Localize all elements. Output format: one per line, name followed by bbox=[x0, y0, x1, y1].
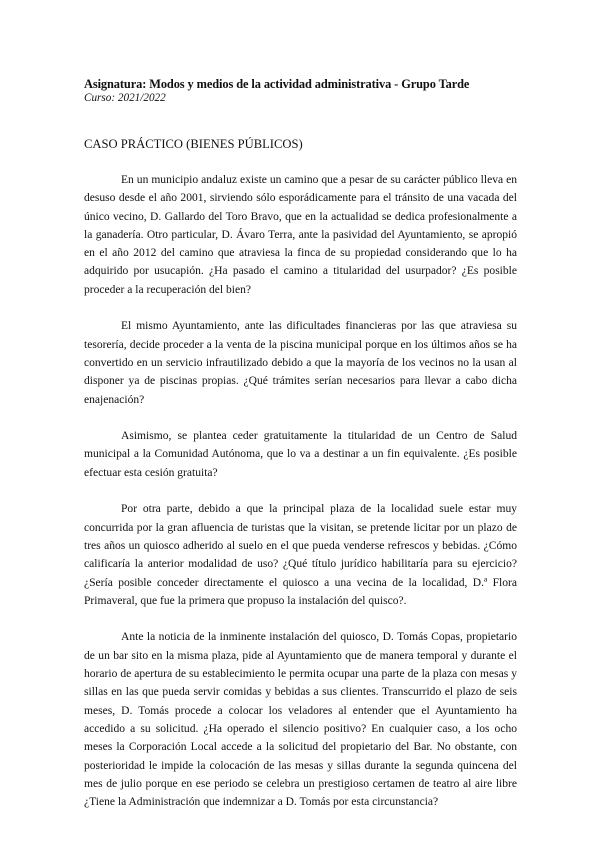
paragraph-camino: En un municipio andaluz existe un camino que a pesar de su carácter público lleva en desuso desde el año 2001, sirviendo sólo esporádicamente para el tránsito de una vacada del único vecino, D. Gallardo del Toro Bravo, que en la actualidad se dedica profesionalmente a la ganadería. Otro particular, D. Ávaro Terra, ante la pasividad del Ayuntamiento, se apropió en el año 2012 del camino que atraviesa la finca de su propiedad considerando que lo ha adquirido por usucapión. ¿Ha pasado el camino a titularidad del usurpador? ¿Es posible proceder a la recuperación del bien? bbox=[84, 174, 517, 296]
paragraph-veladores: Ante la noticia de la inminente instalación del quiosco, D. Tomás Copas, propietario de un bar sito en la misma plaza, pide al Ayuntamiento que de manera temporal y durante el horario de apertura de su establecimiento le permita ocupar una parte de la plaza con mesas y sillas en las que pueda servir comidas y bebidas a sus clientes. Transcurrido el plazo de seis meses, D. Tomás procede a colocar los veladores al entender que el Ayuntamiento ha accedido a su solicitud. ¿Ha operado el silencio positivo? En cualquier caso, a los ocho meses la Corporación Local accede a la solicitud del propietario del Bar. No obstante, con posterioridad le impide la colocación de las mesas y sillas durante la segunda quincena del mes de julio porque en ese periodo se celebra un prestigioso certamen de teatro al aire libre ¿Tiene la Administración que indemnizar a D. Tomás por esta circunstancia? bbox=[84, 631, 517, 809]
course-year: Curso: 2021/2022 bbox=[84, 92, 166, 104]
paragraph-centro-salud: Asimismo, se plantea ceder gratuitamente la titularidad de un Centro de Salud municipal a la Comunidad Autónoma, que lo va a destinar a un fin equivalente. ¿Es posible efectuar esta cesión gratuita? bbox=[84, 430, 517, 479]
paragraph-piscina: El mismo Ayuntamiento, ante las dificultades financieras por las que atraviesa su tesorería, decide proceder a la venta de la piscina municipal porque en los últimos años se ha convertido en un servicio infrautilizado debido a que la mayoría de los vecinos no la usan al disponer ya de piscinas propias. ¿Qué trámites serían necesarios para llevar a cabo dicha enajenación? bbox=[84, 320, 517, 406]
subject-heading: Asignatura: Modos y medios de la actividad administrativa - Grupo Tarde bbox=[84, 77, 470, 91]
paragraph-quiosco: Por otra parte, debido a que la principal plaza de la localidad suele estar muy concurrida por la gran afluencia de turistas que la visitan, se pretende licitar por un plazo de tres años un quiosco adherido al suelo en el que pueda venderse refrescos y bebidas. ¿Cómo calificaría la anterior modalidad de uso? ¿Qué título jurídico habilitaría para su ejercicio? ¿Sería posible conceder directamente el quiosco a una vecina de la localidad, D.ª Flora Primaveral, que fue la primera que propuso la instalación del quisco?. bbox=[84, 503, 517, 607]
case-title: CASO PRÁCTICO (BIENES PÚBLICOS) bbox=[84, 137, 303, 151]
